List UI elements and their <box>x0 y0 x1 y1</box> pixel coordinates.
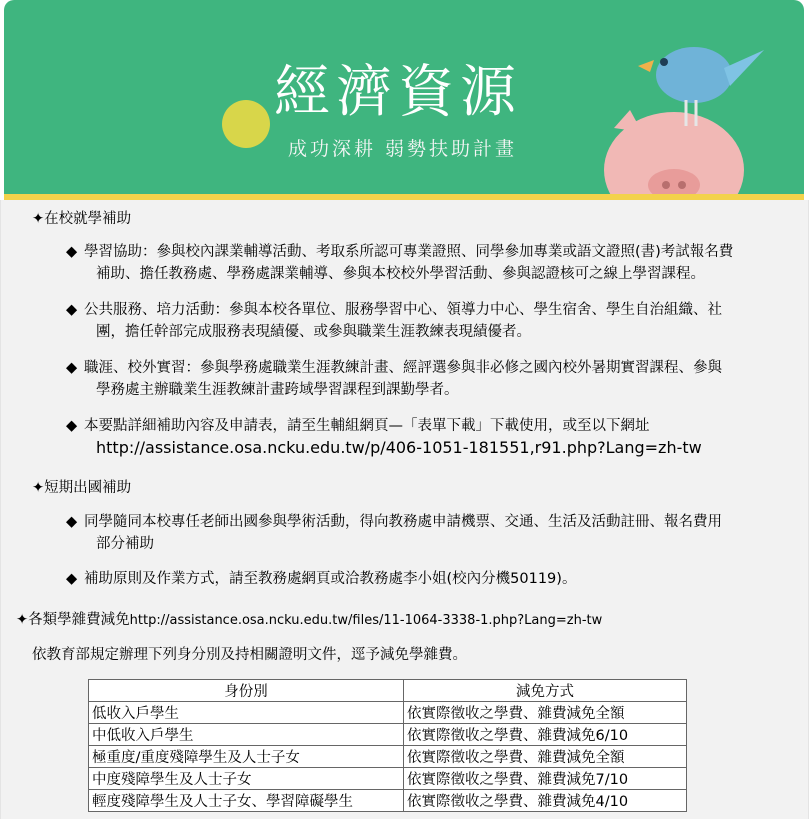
column-header-method: 減免方式 <box>404 680 687 702</box>
table-row: 中度殘障學生及人士子女 依實際徵收之學費、雜費減免7/10 <box>89 768 687 790</box>
diamond-bullet-icon: ◆ <box>66 514 78 530</box>
table-row: 輕度殘障學生及人士子女、學習障礙學生 依實際徵收之學費、雜費減免4/10 <box>89 790 687 812</box>
list-item: ◆ 學習協助：參與校內課業輔導活動、考取系所認可專業證照、同學參加專業或語文證照(書)考試報名費 補助、擔任教務處、學務處課業輔導、參與本校校外學習活動、參與認證核可之線上學習課程。 <box>66 241 791 285</box>
table-row: 低收入戶學生 依實際徵收之學費、雜費減免全額 <box>89 702 687 724</box>
banner-subtitle: 成功深耕 弱勢扶助計畫 <box>288 138 518 160</box>
column-header-identity: 身份別 <box>89 680 404 702</box>
table-row: 極重度/重度殘障學生及人士子女 依實際徵收之學費、雜費減免全額 <box>89 746 687 768</box>
pig-icon <box>604 110 744 200</box>
list-item: ◆ 補助原則及作業方式，請至教務處網頁或洽教務處李小姐(校內分機50119)。 <box>66 568 791 590</box>
table-header-row <box>89 680 687 702</box>
list-item: ◆ 同學隨同本校專任老師出國參與學術活動，得向教務處申請機票、交通、生活及活動註冊、報名費用 部分補助 <box>66 511 791 555</box>
diamond-bullet-icon: ◆ <box>66 571 78 587</box>
section-heading-school-aid: ✦在校就學補助 <box>32 211 132 227</box>
tuition-waiver-table <box>88 679 687 812</box>
form-download-link[interactable]: http://assistance.osa.ncku.edu.tw/p/406-1051-181551,r91.php?Lang=zh-tw <box>96 438 702 457</box>
tuition-waiver-link[interactable]: http://assistance.osa.ncku.edu.tw/files/11-1064-3338-1.php?Lang=zh-tw <box>129 613 603 628</box>
diamond-bullet-icon: ◆ <box>66 302 78 318</box>
header-banner <box>4 0 804 200</box>
banner-title: 經濟資源 <box>274 60 522 125</box>
list-item: ◆ 職涯、校外實習：參與學務處職業生涯教練計畫、經評選參與非必修之國內校外暑期實習課程、參與 學務處主辦職業生涯教練計畫跨域學習課程到課勤學者。 <box>66 357 791 401</box>
list-item: ◆ 本要點詳細補助內容及申請表，請至生輔組網頁—「表單下載」下載使用，或至以下網址 http://assistance.osa.ncku.edu.tw/p/406-1051-181551,r91.php?Lang=zh-tw <box>66 415 791 459</box>
section-heading-overseas-aid: ✦短期出國補助 <box>32 480 132 496</box>
section-heading-tuition-waiver: ✦各類學雜費減免http://assistance.osa.ncku.edu.tw/files/11-1064-3338-1.php?Lang=zh-tw <box>16 612 603 628</box>
moon-icon <box>222 100 270 148</box>
tuition-waiver-intro: 依教育部規定辦理下列身分別及持相關證明文件，逕予減免學雜費。 <box>32 647 467 663</box>
pig-bird-illustration <box>594 0 804 200</box>
diamond-bullet-icon: ◆ <box>66 244 78 260</box>
list-item: ◆ 公共服務、培力活動：參與本校各單位、服務學習中心、領導力中心、學生宿舍、學生自治組織、社 團，擔任幹部完成服務表現績優、或參與職業生涯教練表現績優者。 <box>66 299 791 343</box>
diamond-bullet-icon: ◆ <box>66 418 78 434</box>
table-row: 中低收入戶學生 依實際徵收之學費、雜費減免6/10 <box>89 724 687 746</box>
diamond-bullet-icon: ◆ <box>66 360 78 376</box>
